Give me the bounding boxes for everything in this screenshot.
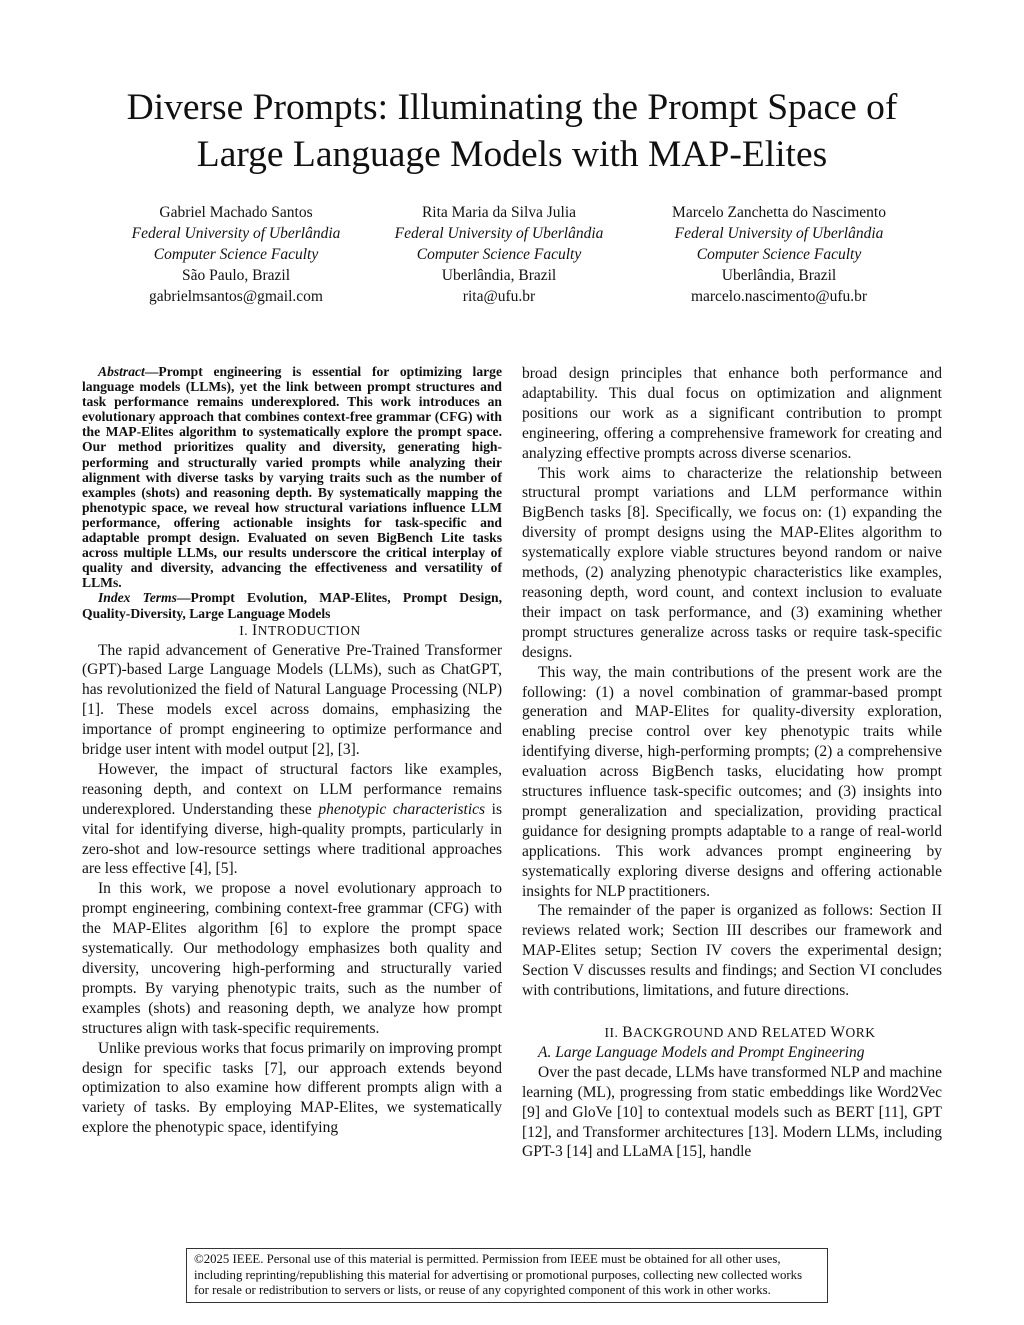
author-name: Rita Maria da Silva Julia [421, 204, 577, 221]
title-line-2: Large Language Models with MAP-Elites [196, 134, 828, 175]
author-affiliation: Federal University of Uberlândia [394, 225, 604, 242]
index-terms [82, 590, 502, 620]
author-email: gabrielmsantos@gmail.com [149, 288, 323, 305]
paragraph: Unlike previous works that focus primarily on improving prompt design for specific tasks [7], our approach extends beyond optimization to also examine how different prompts align with a variety of tasks. By employing MAP-Elites, we systematically explore the phenotypic space, identifying [82, 1039, 502, 1137]
author-department: Computer Science Faculty [416, 246, 582, 263]
section-heading-introduction: I. INTRODUCTION [239, 621, 361, 639]
author-name: Marcelo Zanchetta do Nascimento [672, 204, 886, 221]
paragraph: The remainder of the paper is organized as follows: Section II reviews related work; Section III describes our framework and MAP-Elites setup; Section IV covers the experimental design; Section V discusses results and findings; and Section VI concludes with contributions, limitations, and future directions. [522, 902, 942, 1000]
paragraph: The rapid advancement of Generative Pre-Trained Transformer (GPT)-based Large Language Models (LLMs), such as ChatGPT, has revolutionized the field of Natural Language Processing (NLP) [1]. These models excel across domains, emphasizing the importance of prompt engineering to optimize performance and bridge user intent with model output [2], [3]. [82, 641, 502, 759]
section-heading-background: II. BACKGROUND AND RELATED WORK [604, 1024, 876, 1041]
copyright-notice: ©2025 IEEE. Personal use of this material is permitted. Permission from IEEE must be obtained for all other uses, including reprinting/republishing this material for advertising or promotional purposes, collecting new collected works for resale or redistribution to servers or lists, or reuse of any copyrighted component of this work in other works. [186, 1248, 828, 1303]
author-location: São Paulo, Brazil [181, 267, 291, 284]
author-email: rita@ufu.br [462, 288, 536, 305]
paragraph: This way, the main contributions of the present work are the following: (1) a novel combination of grammar-based prompt generation and MAP-Elites for quality-diversity exploration, enabling precise control over key phenotypic traits while identifying diverse, high-performing prompts; (2) a comprehensive evaluation across BigBench tasks, elucidating how prompt structures influence task-specific outcomes; and (3) insights into prompt generalization and specialization, providing practical guidance for designing prompts adaptable to a range of real-world applications. This work advances prompt engineering by systematically exploring diverse designs and offering actionable insights for NLP practitioners. [522, 663, 942, 900]
author-block-3 [629, 202, 929, 307]
paragraph: broad design principles that enhance both performance and adaptability. This dual focus on optimization and alignment positions our work as a significant contribution to prompt engineering, offering a comprehensive framework for creating and analyzing effective prompts across diverse scenarios. [522, 365, 942, 462]
emphasis-phenotypic: phenotypic characteristics [318, 800, 486, 818]
author-affiliation: Federal University of Uberlândia [674, 225, 884, 242]
title-line-1: Diverse Prompts: Illuminating the Prompt Space of [126, 87, 898, 128]
paper-title [0, 84, 1024, 178]
index-terms-label: Index Terms [98, 590, 177, 606]
paragraph: Over the past decade, LLMs have transformed NLP and machine learning (ML), progressing from static embeddings like Word2Vec [9] and GloVe [10] to contextual models such as BERT [11], GPT [12], and Transformer architectures [13]. Modern LLMs, including GPT-3 [14] and LLaMA [15], handle [522, 1063, 942, 1161]
author-block-1 [86, 202, 386, 307]
paragraph: In this work, we propose a novel evolutionary approach to prompt engineering, combining context-free grammar (CFG) with the MAP-Elites algorithm [6] to explore the prompt space systematically. Our methodology emphasizes both quality and diversity, uncovering high-performing and structurally varied prompts. By varying phenotypic traits, such as the number of examples (shots) and reasoning depth, we analyze how prompt structures align with task-specific requirements. [82, 880, 502, 1037]
author-block-2 [349, 202, 649, 307]
abstract-label: Abstract [98, 364, 145, 379]
right-column [522, 364, 942, 1162]
left-column [82, 364, 502, 1138]
author-location: Uberlândia, Brazil [441, 267, 557, 284]
author-affiliation: Federal University of Uberlândia [131, 225, 341, 242]
paragraph: This work aims to characterize the relationship between structural prompt variations and LLM performance within BigBench tasks [8]. Specifically, we focus on: (1) expanding the diversity of prompt designs using the MAP-Elites algorithm to systematically explore viable structures beyond random or naive methods, (2) analyzing phenotypic characteristics like examples, reasoning depth, word count, and context inclusion to evaluate their impact on task performance, and (3) examining whether prompt structures generalize across tasks or require task-specific designs. [522, 464, 942, 661]
author-department: Computer Science Faculty [696, 246, 862, 263]
author-department: Computer Science Faculty [153, 246, 319, 263]
paragraph: However, the impact of structural factors like examples, reasoning depth, and context on LLM performance remains underexplored. Understanding these phenotypic characteristics is vital for identifying diverse, high-quality prompts, particularly in zero-shot and low-resource settings where traditional approaches are less effective [4], [5]. [82, 760, 502, 878]
abstract [82, 364, 502, 590]
author-name: Gabriel Machado Santos [159, 204, 313, 221]
author-email: marcelo.nascimento@ufu.br [690, 288, 868, 305]
author-location: Uberlândia, Brazil [721, 267, 837, 284]
subsection-heading: A. Large Language Models and Prompt Engineering [538, 1043, 865, 1061]
abstract-text: —Prompt engineering is essential for optimizing large language models (LLMs), yet the link between prompt structures and task performance remains underexplored. This work introduces an evolutionary approach that combines context-free grammar (CFG) with the MAP-Elites algorithm to systematically explore the prompt space. Our method prioritizes quality and diversity, generating high-performing and structurally varied prompts while analyzing their alignment with diverse tasks by varying traits such as the number of examples (shots) and reasoning depth. By systematically mapping the phenotypic space, we reveal how structural variations influence LLM performance, offering actionable insights for task-specific and adaptable prompt design. Evaluated on seven BigBench Lite tasks across multiple LLMs, our results underscore the critical interplay of quality and diversity, advancing the effectiveness and versatility of LLMs. [82, 364, 502, 591]
index-terms-text: —Prompt Evolution, MAP-Elites, Prompt Design, Quality-Diversity, Large Language Models [82, 590, 502, 621]
